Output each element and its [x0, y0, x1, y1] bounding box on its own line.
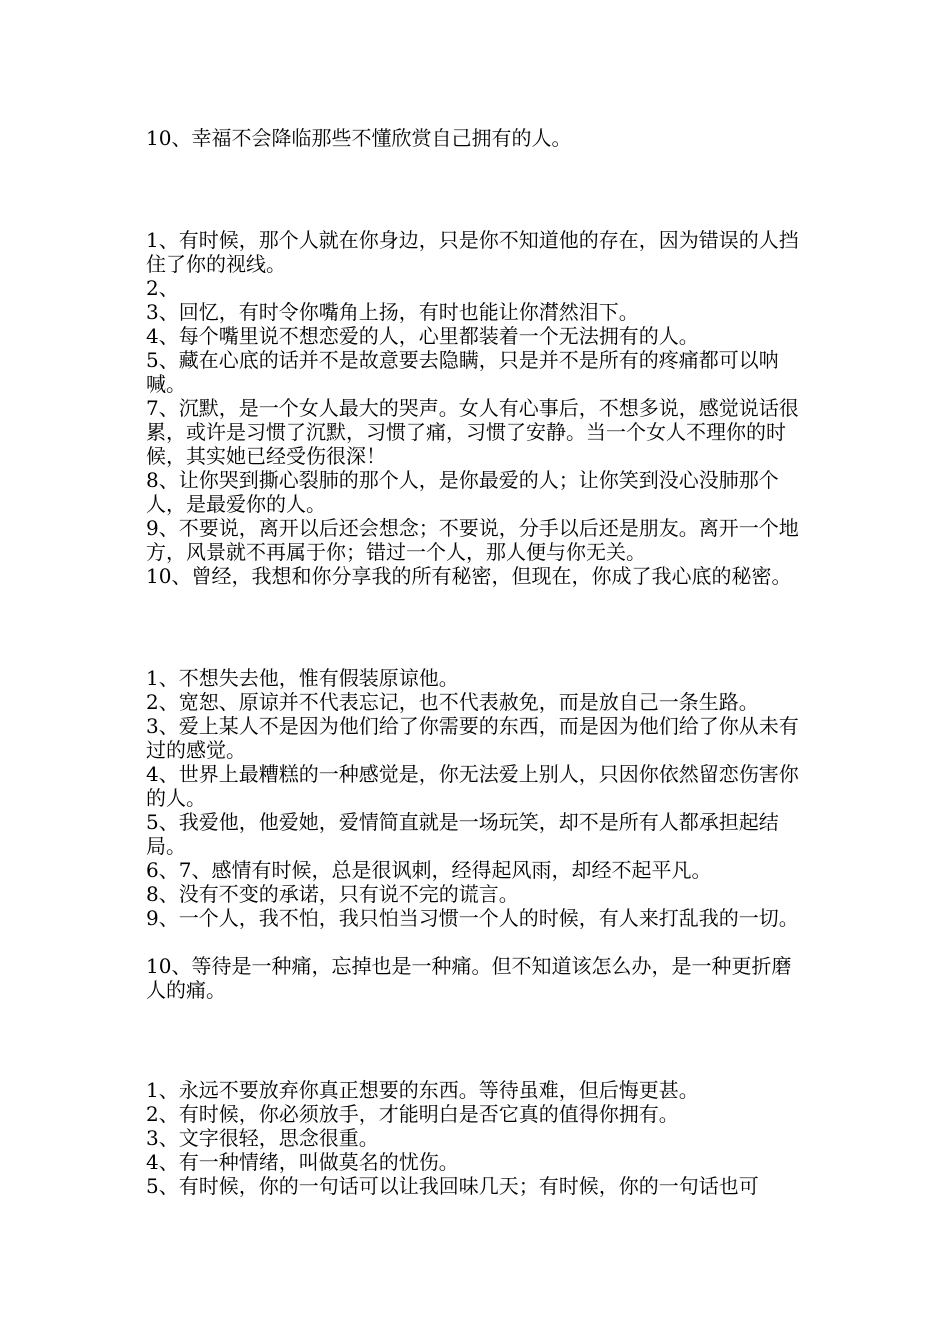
quote-line: 5、有时候，你的一句话可以让我回味几天；有时候，你的一句话也可	[146, 1174, 759, 1198]
quote-line: 1、有时候，那个人就在你身边，只是你不知道他的存在，因为错误的人挡住了你的视线。	[146, 228, 799, 276]
quote-line: 4、世界上最糟糕的一种感觉是，你无法爱上别人，只因你依然留恋伤害你的人。	[146, 762, 799, 810]
quote-line: 9、一个人，我不怕，我只怕当习惯一个人的时候，有人来打乱我的一切。	[146, 906, 799, 930]
quote-line: 3、爱上某人不是因为他们给了你需要的东西，而是因为他们给了你从未有过的感觉。	[146, 714, 799, 762]
quote-line: 1、永远不要放弃你真正想要的东西。等待虽难，但后悔更甚。	[146, 1078, 699, 1102]
quote-line: 7、沉默，是一个女人最大的哭声。女人有心事后，不想多说，感觉说话很累，或许是习惯了沉默，习惯了痛，习惯了安静。当一个女人不理你的时候，其实她已经受伤很深！	[146, 396, 799, 468]
quote-line: 4、有一种情绪，叫做莫名的忧伤。	[146, 1150, 459, 1174]
quote-line: 3、回忆，有时令你嘴角上扬，有时也能让你潸然泪下。	[146, 300, 639, 324]
quote-line: 2、宽恕、原谅并不代表忘记，也不代表赦免，而是放自己一条生路。	[146, 690, 759, 714]
quote-line: 4、每个嘴里说不想恋爱的人，心里都装着一个无法拥有的人。	[146, 324, 699, 348]
quote-line: 5、我爱他，他爱她，爱情简直就是一场玩笑，却不是所有人都承担起结局。	[146, 810, 779, 858]
quote-line: 2、有时候，你必须放手，才能明白是否它真的值得你拥有。	[146, 1102, 679, 1126]
quote-line: 8、让你哭到撕心裂肺的那个人，是你最爱的人；让你笑到没心没肺那个人，是最爱你的人。	[146, 468, 779, 516]
quote-line: 3、文字很轻，思念很重。	[146, 1126, 379, 1150]
quote-line: 10、曾经，我想和你分享我的所有秘密，但现在，你成了我心底的秘密。	[146, 564, 792, 588]
quote-line: 10、幸福不会降临那些不懂欣赏自己拥有的人。	[146, 126, 572, 150]
quote-line: 5、藏在心底的话并不是故意要去隐瞒，只是并不是所有的疼痛都可以呐喊。	[146, 348, 779, 396]
quote-line: 9、不要说，离开以后还会想念；不要说，分手以后还是朋友。离开一个地方，风景就不再属于你；错过一个人，那人便与你无关。	[146, 516, 799, 564]
quote-line: 2、	[146, 276, 179, 300]
quote-line: 6、7、感情有时候，总是很讽刺，经得起风雨，却经不起平凡。	[146, 858, 712, 882]
quote-line: 1、不想失去他，惟有假装原谅他。	[146, 666, 459, 690]
quote-line: 10、等待是一种痛，忘掉也是一种痛。但不知道该怎么办，是一种更折磨人的痛。	[146, 954, 792, 1002]
quote-line: 8、没有不变的承诺，只有说不完的谎言。	[146, 882, 519, 906]
